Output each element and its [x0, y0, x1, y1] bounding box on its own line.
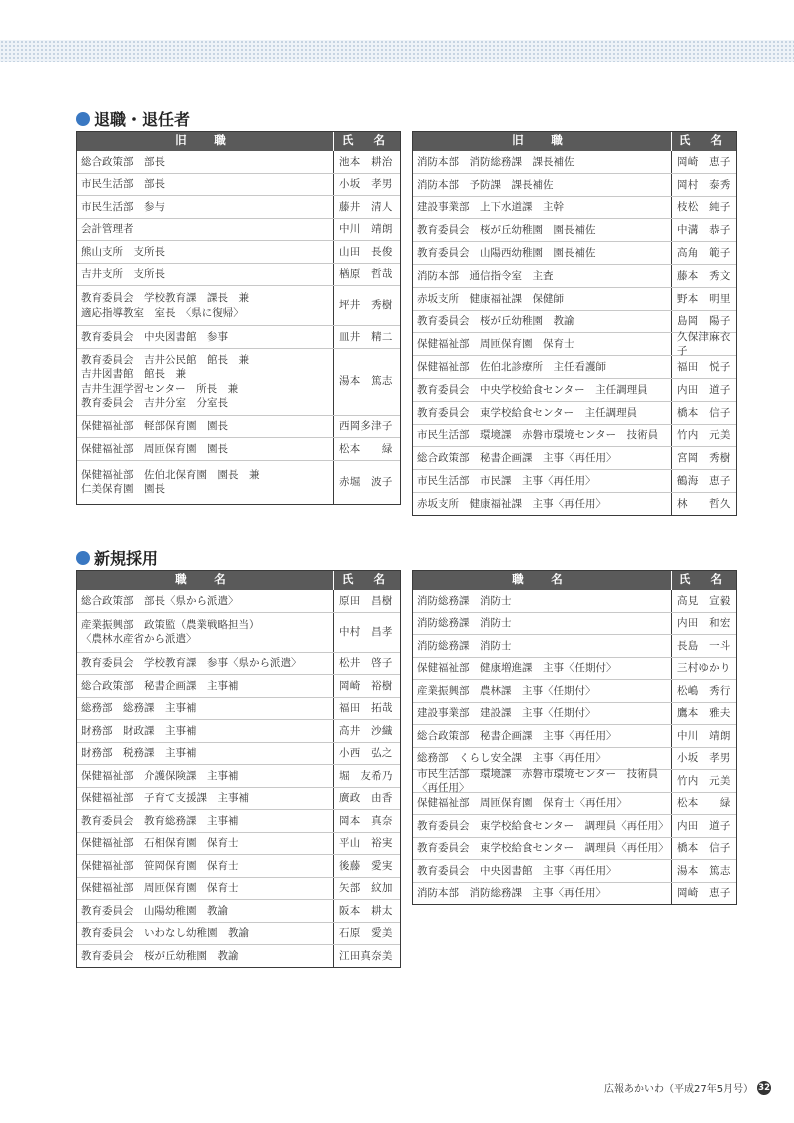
position-cell: 教育委員会 学校教育課 課長 兼 適応指導教室 室長 〈県に復帰〉 — [81, 292, 249, 319]
section-title-text: 新規採用 — [94, 549, 159, 568]
table-row — [412, 288, 737, 311]
name-cell: 鶴海 恵子 — [671, 470, 737, 492]
table-row — [76, 743, 401, 766]
table-row — [76, 174, 401, 197]
table-row — [412, 838, 737, 861]
position-cell: 教育委員会 桜が丘幼稚園 教諭 — [417, 315, 575, 328]
name-cell: 小西 弘之 — [333, 743, 401, 765]
position-cell: 教育委員会 吉井公民館 館長 兼 吉井図書館 館長 兼 吉井生涯学習センター 所長 兼 教育委員会 吉井分室 分室長 — [81, 354, 249, 409]
position-cell: 建設事業部 上下水道課 主幹 — [417, 201, 564, 214]
name-cell: 橋本 信子 — [671, 838, 737, 860]
table-row — [412, 793, 737, 816]
name-cell: 湯本 篤志 — [333, 349, 401, 415]
position-cell: 保健福祉部 周匝保育園 保育士 — [417, 338, 575, 351]
name-cell: 高井 沙織 — [333, 720, 401, 742]
position-cell: 会計管理者 — [81, 223, 134, 236]
name-cell: 竹内 元美 — [671, 770, 737, 792]
section-title-hire — [76, 546, 158, 569]
position-cell: 熊山支所 支所長 — [81, 245, 165, 258]
position-cell: 吉井支所 支所長 — [81, 268, 165, 281]
name-cell: 岡崎 恵子 — [671, 151, 737, 173]
name-cell: 久保津麻衣子 — [671, 333, 737, 355]
position-cell: 教育委員会 中央図書館 参事 — [81, 330, 228, 343]
position-cell: 赤坂支所 健康福祉課 主事〈再任用〉 — [417, 497, 606, 510]
name-cell: 楢原 哲哉 — [333, 264, 401, 286]
table-row — [412, 883, 737, 906]
name-cell: 鷹本 雅夫 — [671, 703, 737, 725]
name-cell: 中川 靖朗 — [333, 219, 401, 241]
table-row — [412, 197, 737, 220]
publication-name: 広報あかいわ（平成27年5月号） — [604, 1084, 754, 1095]
name-cell: 岡村 泰秀 — [671, 174, 737, 196]
table-row — [76, 833, 401, 856]
name-cell: 高角 範子 — [671, 242, 737, 264]
position-cell: 教育委員会 東学校給食センター 調理員〈再任用〉 — [417, 842, 669, 855]
name-cell: 長島 一斗 — [671, 635, 737, 657]
name-cell: 岡崎 恵子 — [671, 883, 737, 905]
name-cell: 三村ゆかり — [671, 658, 737, 680]
table-row — [76, 878, 401, 901]
table-header-row — [412, 570, 737, 590]
name-cell: 平山 裕実 — [333, 833, 401, 855]
section-title-text: 退職・退任者 — [94, 110, 191, 129]
table-row — [412, 151, 737, 174]
name-cell: 林 哲久 — [671, 493, 737, 515]
table-row — [412, 493, 737, 516]
decorative-header-band — [0, 40, 794, 62]
name-cell: 皿井 精二 — [333, 326, 401, 348]
table-row — [76, 151, 401, 174]
name-cell: 湯本 篤志 — [671, 860, 737, 882]
table-row — [412, 333, 737, 356]
table-row — [76, 923, 401, 946]
position-cell: 教育委員会 桜が丘幼稚園 教諭 — [81, 949, 239, 962]
name-cell: 山田 長俊 — [333, 241, 401, 263]
name-cell: 岡本 真奈 — [333, 810, 401, 832]
position-cell: 教育委員会 山陽幼稚園 教諭 — [81, 904, 228, 917]
position-cell: 総合政策部 秘書企画課 主事〈再任用〉 — [417, 729, 617, 742]
name-cell: 内田 和宏 — [671, 613, 737, 635]
position-cell: 総合政策部 秘書企画課 主事〈再任用〉 — [417, 452, 617, 465]
position-cell: 保健福祉部 周匝保育園 園長 — [81, 442, 228, 455]
position-cell: 保健福祉部 健康増進課 主事〈任期付〉 — [417, 662, 617, 675]
position-cell: 消防総務課 消防士 — [417, 594, 512, 607]
name-cell: 堀 友希乃 — [333, 765, 401, 787]
position-cell: 産業振興部 農林課 主事〈任期付〉 — [417, 684, 596, 697]
table-row — [76, 241, 401, 264]
name-cell: 中村 昌孝 — [333, 613, 401, 652]
name-cell: 廣政 由香 — [333, 788, 401, 810]
retire-left-table — [76, 131, 401, 505]
table-row — [76, 590, 401, 613]
header-name: 氏 名 — [333, 570, 401, 590]
hire-right-table — [412, 570, 737, 905]
table-row — [412, 242, 737, 265]
table-header-row — [76, 570, 401, 590]
table-row — [76, 416, 401, 439]
header-name: 氏 名 — [671, 131, 737, 151]
position-cell: 市民生活部 環境課 赤磐市環境センター 技術員〈再任用〉 — [417, 767, 659, 794]
position-cell: 消防本部 予防課 課長補佐 — [417, 178, 554, 191]
name-cell: 矢部 紋加 — [333, 878, 401, 900]
position-cell: 保健福祉部 周匝保育園 保育士〈再任用〉 — [417, 797, 627, 810]
name-cell: 池本 耕治 — [333, 151, 401, 173]
name-cell: 枝松 純子 — [671, 197, 737, 219]
position-cell: 消防本部 通信指令室 主査 — [417, 269, 554, 282]
table-row — [76, 653, 401, 676]
table-row — [412, 402, 737, 425]
header-post: 旧 職 — [412, 131, 671, 151]
retire-right-table — [412, 131, 737, 516]
position-cell: 教育委員会 教育総務課 主事補 — [81, 814, 239, 827]
name-cell: 後藤 愛実 — [333, 855, 401, 877]
position-cell: 総合政策部 部長〈県から派遣〉 — [81, 594, 239, 607]
name-cell: 岡崎 裕樹 — [333, 675, 401, 697]
position-cell: 保健福祉部 介護保険課 主事補 — [81, 769, 239, 782]
table-row — [412, 815, 737, 838]
position-cell: 消防本部 消防総務課 主事〈再任用〉 — [417, 887, 606, 900]
table-row — [76, 438, 401, 461]
header-post: 職 名 — [76, 570, 333, 590]
table-row — [76, 720, 401, 743]
table-header-row — [412, 131, 737, 151]
position-cell: 教育委員会 いわなし幼稚園 教諭 — [81, 927, 249, 940]
table-row — [76, 788, 401, 811]
position-cell: 赤坂支所 健康福祉課 保健師 — [417, 292, 564, 305]
table-row — [76, 196, 401, 219]
name-cell: 高見 宣毅 — [671, 590, 737, 612]
table-row — [76, 698, 401, 721]
table-row — [76, 855, 401, 878]
position-cell: 保健福祉部 子育て支援課 主事補 — [81, 792, 249, 805]
position-cell: 保健福祉部 石相保育園 保育士 — [81, 837, 239, 850]
table-row — [412, 680, 737, 703]
table-row — [412, 635, 737, 658]
position-cell: 教育委員会 桜が丘幼稚園 園長補佐 — [417, 224, 596, 237]
table-row — [76, 461, 401, 505]
bullet-circle-icon — [76, 551, 90, 565]
table-row — [76, 810, 401, 833]
name-cell: 西岡多津子 — [333, 416, 401, 438]
name-cell: 小坂 孝男 — [671, 748, 737, 770]
header-name: 氏 名 — [333, 131, 401, 151]
name-cell: 阪本 耕太 — [333, 900, 401, 922]
position-cell: 教育委員会 東学校給食センター 調理員〈再任用〉 — [417, 819, 669, 832]
section-title-retire — [76, 107, 190, 130]
table-row — [412, 219, 737, 242]
table-row — [76, 326, 401, 349]
table-row — [412, 447, 737, 470]
position-cell: 教育委員会 東学校給食センター 主任調理員 — [417, 406, 638, 419]
table-row — [412, 174, 737, 197]
name-cell: 島岡 陽子 — [671, 311, 737, 333]
name-cell: 竹内 元美 — [671, 425, 737, 447]
name-cell: 中溝 恭子 — [671, 219, 737, 241]
table-row — [412, 767, 737, 794]
name-cell: 内田 道子 — [671, 379, 737, 401]
table-row — [412, 658, 737, 681]
name-cell: 中川 靖朗 — [671, 725, 737, 747]
position-cell: 保健福祉部 佐伯北保育園 園長 兼 仁美保育園 園長 — [81, 468, 260, 495]
position-cell: 総務部 総務課 主事補 — [81, 702, 197, 715]
page-footer — [604, 1080, 771, 1095]
table-row — [76, 765, 401, 788]
position-cell: 教育委員会 中央図書館 主事〈再任用〉 — [417, 864, 617, 877]
header-post: 旧 職 — [76, 131, 333, 151]
table-row — [412, 590, 737, 613]
name-cell: 石原 愛美 — [333, 923, 401, 945]
table-row — [412, 379, 737, 402]
name-cell: 橋本 信子 — [671, 402, 737, 424]
name-cell: 松嶋 秀行 — [671, 680, 737, 702]
table-row — [412, 470, 737, 493]
name-cell: 江田真奈美 — [333, 945, 401, 967]
position-cell: 保健福祉部 周匝保育園 保育士 — [81, 882, 239, 895]
position-cell: 保健福祉部 佐伯北診療所 主任看護師 — [417, 360, 606, 373]
hire-left-table — [76, 570, 401, 968]
table-row — [412, 265, 737, 288]
header-name: 氏 名 — [671, 570, 737, 590]
table-row — [412, 356, 737, 379]
position-cell: 産業振興部 政策監（農業戦略担当） 〈農林水産省から派遣〉 — [81, 618, 260, 645]
name-cell: 野本 明里 — [671, 288, 737, 310]
position-cell: 財務部 財政課 主事補 — [81, 724, 197, 737]
name-cell: 藤本 秀文 — [671, 265, 737, 287]
position-cell: 総合政策部 秘書企画課 主事補 — [81, 679, 239, 692]
position-cell: 教育委員会 中央学校給食センター 主任調理員 — [417, 383, 648, 396]
page-number: 32 — [758, 1082, 771, 1093]
position-cell: 総務部 くらし安全課 主事〈再任用〉 — [417, 752, 606, 765]
position-cell: 消防本部 消防総務課 課長補佐 — [417, 155, 575, 168]
name-cell: 福田 悦子 — [671, 356, 737, 378]
table-row — [76, 219, 401, 242]
position-cell: 建設事業部 建設課 主事〈任期付〉 — [417, 707, 596, 720]
table-row — [412, 860, 737, 883]
name-cell: 宮岡 秀樹 — [671, 447, 737, 469]
table-row — [76, 264, 401, 287]
table-row — [76, 675, 401, 698]
position-cell: 市民生活部 環境課 赤磐市環境センター 技術員 — [417, 429, 659, 442]
table-row — [76, 900, 401, 923]
position-cell: 教育委員会 学校教育課 参事〈県から派遣〉 — [81, 657, 302, 670]
table-row — [412, 613, 737, 636]
table-row — [412, 725, 737, 748]
table-row — [76, 945, 401, 968]
position-cell: 総合政策部 部長 — [81, 155, 165, 168]
position-cell: 消防総務課 消防士 — [417, 639, 512, 652]
table-row — [412, 703, 737, 726]
position-cell: 市民生活部 市民課 主事〈再任用〉 — [417, 474, 596, 487]
name-cell: 松井 啓子 — [333, 653, 401, 675]
table-row — [76, 286, 401, 326]
name-cell: 小坂 孝男 — [333, 174, 401, 196]
name-cell: 赤堀 波子 — [333, 461, 401, 504]
position-cell: 教育委員会 山陽西幼稚園 園長補佐 — [417, 247, 596, 259]
name-cell: 松本 緑 — [671, 793, 737, 815]
name-cell: 内田 道子 — [671, 815, 737, 837]
header-post: 職 名 — [412, 570, 671, 590]
table-row — [76, 613, 401, 653]
position-cell: 保健福祉部 軽部保育園 園長 — [81, 420, 228, 433]
bullet-circle-icon — [76, 112, 90, 126]
name-cell: 福田 拓哉 — [333, 698, 401, 720]
table-row — [412, 425, 737, 448]
position-cell: 市民生活部 部長 — [81, 178, 165, 191]
position-cell: 財務部 税務課 主事補 — [81, 747, 197, 760]
name-cell: 藤井 清人 — [333, 196, 401, 218]
name-cell: 坪井 秀樹 — [333, 286, 401, 325]
name-cell: 原田 昌樹 — [333, 590, 401, 612]
table-row — [76, 349, 401, 416]
table-header-row — [76, 131, 401, 151]
position-cell: 保健福祉部 笹岡保育園 保育士 — [81, 859, 239, 872]
name-cell: 松本 緑 — [333, 438, 401, 460]
position-cell: 消防総務課 消防士 — [417, 617, 512, 630]
position-cell: 市民生活部 参与 — [81, 200, 165, 213]
